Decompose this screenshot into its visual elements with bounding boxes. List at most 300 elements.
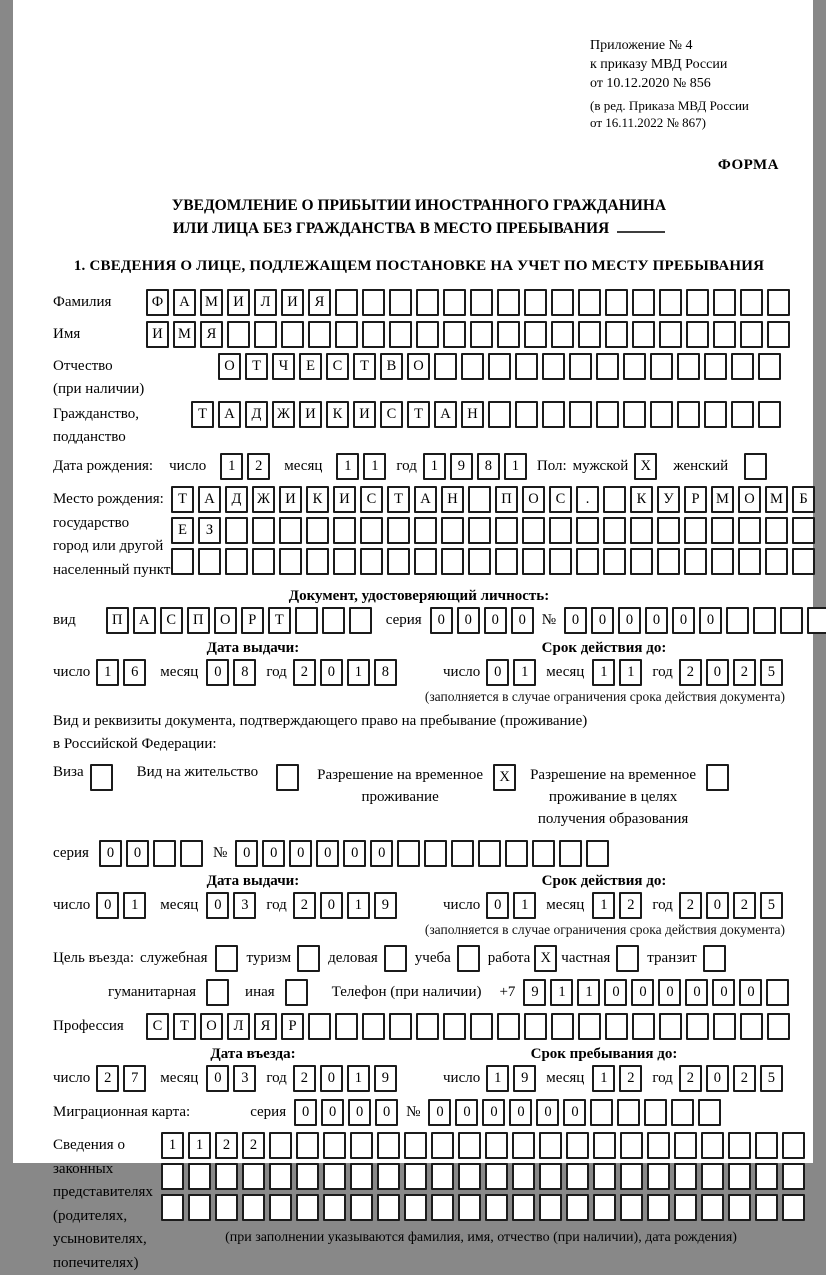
char-cell[interactable]: 6	[123, 659, 146, 686]
char-cell[interactable]: 0	[509, 1099, 532, 1126]
char-cell[interactable]: 1	[504, 453, 527, 480]
char-cell[interactable]: 2	[293, 1065, 316, 1092]
char-cell[interactable]	[434, 353, 457, 380]
char-cell[interactable]	[674, 1132, 697, 1159]
char-cell[interactable]	[539, 1132, 562, 1159]
char-cell[interactable]	[744, 453, 767, 480]
char-cell[interactable]: В	[380, 353, 403, 380]
char-cell[interactable]	[605, 1013, 628, 1040]
char-cell[interactable]	[389, 289, 412, 316]
char-cell[interactable]: 7	[123, 1065, 146, 1092]
char-cell[interactable]: И	[353, 401, 376, 428]
char-cell[interactable]	[478, 840, 501, 867]
char-cell[interactable]	[512, 1194, 535, 1221]
char-cell[interactable]: Я	[200, 321, 223, 348]
char-cell[interactable]	[620, 1194, 643, 1221]
char-cell[interactable]: 8	[233, 659, 256, 686]
char-cell[interactable]: Т	[387, 486, 410, 513]
char-cell[interactable]: Л	[254, 289, 277, 316]
char-cell[interactable]	[276, 764, 299, 791]
char-cell[interactable]	[566, 1132, 589, 1159]
char-cell[interactable]	[706, 764, 729, 791]
char-cell[interactable]	[532, 840, 555, 867]
char-cell[interactable]	[470, 289, 493, 316]
char-cell[interactable]	[686, 1013, 709, 1040]
char-cell[interactable]: 9	[450, 453, 473, 480]
char-cell[interactable]	[726, 607, 749, 634]
char-cell[interactable]	[497, 321, 520, 348]
char-cell[interactable]: А	[173, 289, 196, 316]
char-cell[interactable]: С	[326, 353, 349, 380]
char-cell[interactable]	[728, 1194, 751, 1221]
char-cell[interactable]	[792, 548, 815, 575]
char-cell[interactable]	[198, 548, 221, 575]
char-cell[interactable]	[512, 1132, 535, 1159]
char-cell[interactable]	[758, 353, 781, 380]
char-cell[interactable]	[515, 353, 538, 380]
char-cell[interactable]: Е	[299, 353, 322, 380]
char-cell[interactable]: Р	[281, 1013, 304, 1040]
char-cell[interactable]: 0	[486, 659, 509, 686]
char-cell[interactable]: 0	[618, 607, 641, 634]
char-cell[interactable]	[443, 289, 466, 316]
char-cell[interactable]	[362, 321, 385, 348]
char-cell[interactable]: 0	[430, 607, 453, 634]
char-cell[interactable]	[495, 548, 518, 575]
char-cell[interactable]: К	[326, 401, 349, 428]
char-cell[interactable]: М	[173, 321, 196, 348]
char-cell[interactable]: 0	[126, 840, 149, 867]
char-cell[interactable]	[269, 1194, 292, 1221]
char-cell[interactable]: Я	[254, 1013, 277, 1040]
char-cell[interactable]	[377, 1194, 400, 1221]
char-cell[interactable]: Ж	[252, 486, 275, 513]
char-cell[interactable]: 0	[685, 979, 708, 1006]
char-cell[interactable]: .	[576, 486, 599, 513]
char-cell[interactable]: 0	[320, 892, 343, 919]
char-cell[interactable]	[524, 289, 547, 316]
char-cell[interactable]: 0	[455, 1099, 478, 1126]
char-cell[interactable]	[578, 1013, 601, 1040]
char-cell[interactable]	[623, 401, 646, 428]
char-cell[interactable]	[458, 1163, 481, 1190]
char-cell[interactable]	[766, 979, 789, 1006]
char-cell[interactable]: И	[333, 486, 356, 513]
char-cell[interactable]	[215, 1163, 238, 1190]
char-cell[interactable]: 1	[123, 892, 146, 919]
char-cell[interactable]: С	[360, 486, 383, 513]
char-cell[interactable]	[753, 607, 776, 634]
char-cell[interactable]	[443, 1013, 466, 1040]
char-cell[interactable]	[650, 401, 673, 428]
char-cell[interactable]: 3	[233, 892, 256, 919]
char-cell[interactable]	[674, 1163, 697, 1190]
char-cell[interactable]	[404, 1194, 427, 1221]
char-cell[interactable]: П	[187, 607, 210, 634]
char-cell[interactable]: 0	[645, 607, 668, 634]
char-cell[interactable]	[269, 1163, 292, 1190]
char-cell[interactable]	[767, 1013, 790, 1040]
char-cell[interactable]: Д	[225, 486, 248, 513]
char-cell[interactable]	[711, 548, 734, 575]
char-cell[interactable]	[566, 1163, 589, 1190]
char-cell[interactable]: П	[106, 607, 129, 634]
char-cell[interactable]: Т	[245, 353, 268, 380]
char-cell[interactable]	[470, 321, 493, 348]
char-cell[interactable]: 2	[215, 1132, 238, 1159]
char-cell[interactable]	[701, 1194, 724, 1221]
char-cell[interactable]	[297, 945, 320, 972]
char-cell[interactable]	[644, 1099, 667, 1126]
char-cell[interactable]	[522, 517, 545, 544]
char-cell[interactable]	[686, 321, 709, 348]
char-cell[interactable]: И	[279, 486, 302, 513]
char-cell[interactable]: О	[214, 607, 237, 634]
char-cell[interactable]	[603, 486, 626, 513]
char-cell[interactable]	[698, 1099, 721, 1126]
char-cell[interactable]	[384, 945, 407, 972]
char-cell[interactable]	[389, 1013, 412, 1040]
char-cell[interactable]: И	[299, 401, 322, 428]
char-cell[interactable]: А	[434, 401, 457, 428]
char-cell[interactable]: 0	[604, 979, 627, 1006]
char-cell[interactable]: 2	[733, 892, 756, 919]
char-cell[interactable]	[252, 548, 275, 575]
char-cell[interactable]: 3	[233, 1065, 256, 1092]
char-cell[interactable]	[755, 1132, 778, 1159]
char-cell[interactable]	[306, 548, 329, 575]
char-cell[interactable]: 0	[343, 840, 366, 867]
char-cell[interactable]	[350, 1163, 373, 1190]
char-cell[interactable]	[782, 1163, 805, 1190]
char-cell[interactable]: Д	[245, 401, 268, 428]
char-cell[interactable]: П	[495, 486, 518, 513]
char-cell[interactable]: Ф	[146, 289, 169, 316]
char-cell[interactable]: О	[200, 1013, 223, 1040]
char-cell[interactable]	[431, 1194, 454, 1221]
char-cell[interactable]	[632, 1013, 655, 1040]
char-cell[interactable]: М	[765, 486, 788, 513]
char-cell[interactable]	[279, 548, 302, 575]
char-cell[interactable]	[254, 321, 277, 348]
char-cell[interactable]: 0	[206, 1065, 229, 1092]
char-cell[interactable]	[206, 979, 229, 1006]
char-cell[interactable]	[659, 321, 682, 348]
char-cell[interactable]: С	[549, 486, 572, 513]
char-cell[interactable]	[296, 1194, 319, 1221]
char-cell[interactable]: К	[306, 486, 329, 513]
char-cell[interactable]: 1	[336, 453, 359, 480]
char-cell[interactable]: Т	[173, 1013, 196, 1040]
char-cell[interactable]	[593, 1194, 616, 1221]
char-cell[interactable]: 2	[293, 659, 316, 686]
char-cell[interactable]	[495, 517, 518, 544]
char-cell[interactable]: 0	[99, 840, 122, 867]
char-cell[interactable]: 0	[96, 892, 119, 919]
char-cell[interactable]	[632, 321, 655, 348]
char-cell[interactable]	[677, 353, 700, 380]
char-cell[interactable]	[431, 1132, 454, 1159]
char-cell[interactable]: 1	[592, 659, 615, 686]
char-cell[interactable]	[441, 517, 464, 544]
char-cell[interactable]: 0	[320, 659, 343, 686]
char-cell[interactable]: Ж	[272, 401, 295, 428]
char-cell[interactable]: 1	[347, 1065, 370, 1092]
char-cell[interactable]	[416, 321, 439, 348]
char-cell[interactable]	[468, 548, 491, 575]
char-cell[interactable]: 0	[206, 892, 229, 919]
char-cell[interactable]: 9	[523, 979, 546, 1006]
char-cell[interactable]: Е	[171, 517, 194, 544]
char-cell[interactable]	[505, 840, 528, 867]
char-cell[interactable]: Б	[792, 486, 815, 513]
char-cell[interactable]	[308, 321, 331, 348]
char-cell[interactable]	[684, 548, 707, 575]
char-cell[interactable]: 0	[536, 1099, 559, 1126]
char-cell[interactable]	[227, 321, 250, 348]
char-cell[interactable]	[542, 353, 565, 380]
char-cell[interactable]	[596, 353, 619, 380]
char-cell[interactable]	[468, 486, 491, 513]
char-cell[interactable]: 0	[320, 1065, 343, 1092]
char-cell[interactable]	[458, 1194, 481, 1221]
char-cell[interactable]	[269, 1132, 292, 1159]
char-cell[interactable]	[225, 548, 248, 575]
char-cell[interactable]	[590, 1099, 613, 1126]
char-cell[interactable]: 0	[428, 1099, 451, 1126]
char-cell[interactable]	[161, 1194, 184, 1221]
char-cell[interactable]	[765, 517, 788, 544]
char-cell[interactable]: 0	[316, 840, 339, 867]
char-cell[interactable]	[738, 517, 761, 544]
char-cell[interactable]	[780, 607, 803, 634]
char-cell[interactable]	[323, 1163, 346, 1190]
char-cell[interactable]: 0	[370, 840, 393, 867]
char-cell[interactable]: 0	[672, 607, 695, 634]
char-cell[interactable]	[765, 548, 788, 575]
char-cell[interactable]	[457, 945, 480, 972]
char-cell[interactable]	[650, 353, 673, 380]
char-cell[interactable]	[659, 289, 682, 316]
char-cell[interactable]	[350, 1132, 373, 1159]
char-cell[interactable]	[350, 1194, 373, 1221]
char-cell[interactable]	[362, 289, 385, 316]
char-cell[interactable]	[542, 401, 565, 428]
char-cell[interactable]	[252, 517, 275, 544]
char-cell[interactable]	[657, 517, 680, 544]
char-cell[interactable]	[569, 401, 592, 428]
char-cell[interactable]: 0	[321, 1099, 344, 1126]
char-cell[interactable]	[767, 289, 790, 316]
char-cell[interactable]: К	[630, 486, 653, 513]
char-cell[interactable]	[578, 289, 601, 316]
char-cell[interactable]: Р	[684, 486, 707, 513]
char-cell[interactable]: М	[200, 289, 223, 316]
char-cell[interactable]: 0	[206, 659, 229, 686]
char-cell[interactable]: 0	[289, 840, 312, 867]
char-cell[interactable]	[728, 1132, 751, 1159]
char-cell[interactable]: И	[146, 321, 169, 348]
char-cell[interactable]: М	[711, 486, 734, 513]
char-cell[interactable]	[349, 607, 372, 634]
char-cell[interactable]: Т	[268, 607, 291, 634]
char-cell[interactable]	[377, 1132, 400, 1159]
char-cell[interactable]	[551, 321, 574, 348]
char-cell[interactable]	[738, 548, 761, 575]
char-cell[interactable]: 8	[374, 659, 397, 686]
char-cell[interactable]	[242, 1163, 265, 1190]
char-cell[interactable]	[306, 517, 329, 544]
char-cell[interactable]	[701, 1163, 724, 1190]
char-cell[interactable]: О	[218, 353, 241, 380]
char-cell[interactable]: 1	[550, 979, 573, 1006]
char-cell[interactable]	[623, 353, 646, 380]
char-cell[interactable]	[767, 321, 790, 348]
char-cell[interactable]	[431, 1163, 454, 1190]
char-cell[interactable]: 1	[513, 892, 536, 919]
char-cell[interactable]: 5	[760, 892, 783, 919]
char-cell[interactable]: X	[634, 453, 657, 480]
char-cell[interactable]	[424, 840, 447, 867]
char-cell[interactable]	[620, 1132, 643, 1159]
char-cell[interactable]	[443, 321, 466, 348]
char-cell[interactable]: 0	[706, 1065, 729, 1092]
char-cell[interactable]	[566, 1194, 589, 1221]
char-cell[interactable]: 0	[511, 607, 534, 634]
char-cell[interactable]: Т	[407, 401, 430, 428]
char-cell[interactable]	[677, 401, 700, 428]
char-cell[interactable]: А	[218, 401, 241, 428]
char-cell[interactable]	[539, 1194, 562, 1221]
char-cell[interactable]: 2	[733, 659, 756, 686]
char-cell[interactable]	[559, 840, 582, 867]
char-cell[interactable]	[686, 289, 709, 316]
char-cell[interactable]: 1	[592, 1065, 615, 1092]
char-cell[interactable]	[704, 401, 727, 428]
char-cell[interactable]	[740, 289, 763, 316]
char-cell[interactable]	[296, 1163, 319, 1190]
char-cell[interactable]	[807, 607, 826, 634]
char-cell[interactable]: О	[522, 486, 545, 513]
char-cell[interactable]	[323, 1194, 346, 1221]
char-cell[interactable]: 0	[457, 607, 480, 634]
char-cell[interactable]	[684, 517, 707, 544]
char-cell[interactable]	[671, 1099, 694, 1126]
char-cell[interactable]: 0	[712, 979, 735, 1006]
char-cell[interactable]: 2	[293, 892, 316, 919]
char-cell[interactable]	[389, 321, 412, 348]
char-cell[interactable]	[728, 1163, 751, 1190]
char-cell[interactable]	[782, 1194, 805, 1221]
char-cell[interactable]	[225, 517, 248, 544]
char-cell[interactable]: С	[146, 1013, 169, 1040]
char-cell[interactable]	[603, 517, 626, 544]
char-cell[interactable]	[387, 517, 410, 544]
char-cell[interactable]	[630, 517, 653, 544]
char-cell[interactable]	[782, 1132, 805, 1159]
char-cell[interactable]	[549, 548, 572, 575]
char-cell[interactable]	[416, 1013, 439, 1040]
char-cell[interactable]: Ч	[272, 353, 295, 380]
char-cell[interactable]	[333, 517, 356, 544]
char-cell[interactable]: X	[534, 945, 557, 972]
char-cell[interactable]	[539, 1163, 562, 1190]
char-cell[interactable]: 9	[513, 1065, 536, 1092]
char-cell[interactable]	[387, 548, 410, 575]
char-cell[interactable]: 5	[760, 659, 783, 686]
char-cell[interactable]	[335, 1013, 358, 1040]
char-cell[interactable]	[512, 1163, 535, 1190]
char-cell[interactable]: Т	[171, 486, 194, 513]
char-cell[interactable]	[593, 1163, 616, 1190]
char-cell[interactable]	[335, 289, 358, 316]
char-cell[interactable]	[441, 548, 464, 575]
char-cell[interactable]: 0	[564, 607, 587, 634]
char-cell[interactable]	[404, 1163, 427, 1190]
char-cell[interactable]: 0	[631, 979, 654, 1006]
char-cell[interactable]: 1	[513, 659, 536, 686]
char-cell[interactable]	[704, 353, 727, 380]
char-cell[interactable]	[188, 1163, 211, 1190]
char-cell[interactable]	[605, 289, 628, 316]
char-cell[interactable]: 0	[484, 607, 507, 634]
char-cell[interactable]	[180, 840, 203, 867]
char-cell[interactable]	[576, 517, 599, 544]
char-cell[interactable]: У	[657, 486, 680, 513]
char-cell[interactable]	[485, 1194, 508, 1221]
char-cell[interactable]	[488, 353, 511, 380]
char-cell[interactable]	[755, 1163, 778, 1190]
char-cell[interactable]	[360, 517, 383, 544]
char-cell[interactable]: О	[407, 353, 430, 380]
char-cell[interactable]	[414, 548, 437, 575]
char-cell[interactable]	[497, 1013, 520, 1040]
char-cell[interactable]	[740, 1013, 763, 1040]
char-cell[interactable]	[792, 517, 815, 544]
char-cell[interactable]	[215, 1194, 238, 1221]
char-cell[interactable]	[458, 1132, 481, 1159]
char-cell[interactable]: 9	[374, 1065, 397, 1092]
char-cell[interactable]	[497, 289, 520, 316]
char-cell[interactable]: 1	[592, 892, 615, 919]
char-cell[interactable]	[549, 517, 572, 544]
char-cell[interactable]: З	[198, 517, 221, 544]
char-cell[interactable]	[758, 401, 781, 428]
char-cell[interactable]: 0	[591, 607, 614, 634]
char-cell[interactable]: 0	[482, 1099, 505, 1126]
char-cell[interactable]: 1	[188, 1132, 211, 1159]
char-cell[interactable]	[632, 289, 655, 316]
char-cell[interactable]	[451, 840, 474, 867]
char-cell[interactable]: 1	[96, 659, 119, 686]
char-cell[interactable]: А	[414, 486, 437, 513]
char-cell[interactable]	[161, 1163, 184, 1190]
char-cell[interactable]	[713, 321, 736, 348]
char-cell[interactable]	[551, 289, 574, 316]
char-cell[interactable]	[674, 1194, 697, 1221]
char-cell[interactable]: Р	[241, 607, 264, 634]
char-cell[interactable]: 2	[679, 659, 702, 686]
char-cell[interactable]: 1	[577, 979, 600, 1006]
char-cell[interactable]	[603, 548, 626, 575]
char-cell[interactable]	[569, 353, 592, 380]
char-cell[interactable]	[485, 1163, 508, 1190]
char-cell[interactable]: 8	[477, 453, 500, 480]
char-cell[interactable]: 0	[563, 1099, 586, 1126]
char-cell[interactable]	[578, 321, 601, 348]
char-cell[interactable]: 0	[294, 1099, 317, 1126]
char-cell[interactable]: 2	[96, 1065, 119, 1092]
